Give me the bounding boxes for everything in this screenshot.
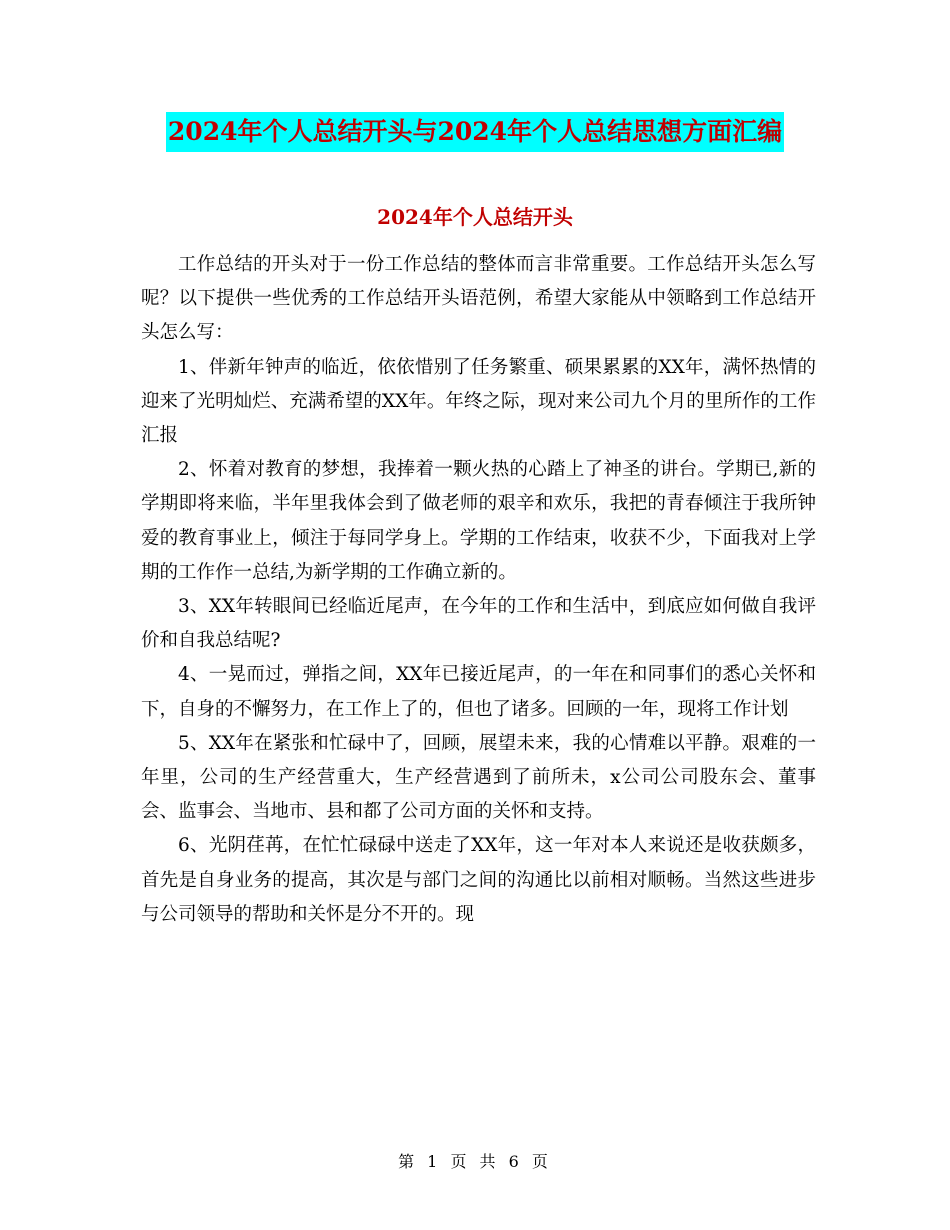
paragraph-3: 3、XX年转眼间已经临近尾声，在今年的工作和生活中，到底应如何做自我评价和自我总结呢? [141,596,816,652]
document-title-text: 2024年个人总结开头与2024年个人总结思想方面汇编 [166,112,784,152]
paragraph-2: 2、怀着对教育的梦想，我捧着一颗火热的心踏上了神圣的讲台。学期已,新的学期即将来临，半年里我体会到了做老师的艰辛和欢乐，我把的青春倾注于我所钟爱的教育事业上，倾注于每同学身上。学期的工作结束，收获不少，下面我对上学期的工作作一总结,为新学期的工作确立新的。 [141,459,816,583]
section-title: 2024年个人总结开头 [377,205,573,229]
document-title [0,112,950,152]
paragraph-1: 1、伴新年钟声的临近，依依惜别了任务繁重、硕果累累的XX年，满怀热情的迎来了光明灿烂、充满希望的XX年。年终之际，现对来公司九个月的里所作的工作汇报 [141,356,816,447]
paragraph-5: 5、XX年在紧张和忙碌中了，回顾，展望未来，我的心情难以平静。艰难的一年里，公司的生产经营重大，生产经营遇到了前所未，x公司公司股东会、董事会、监事会、当地市、县和都了公司方面的关怀和支持。 [141,732,816,823]
paragraph-intro: 工作总结的开头对于一份工作总结的整体而言非常重要。工作总结开头怎么写呢？以下提供一些优秀的工作总结开头语范例，希望大家能从中领略到工作总结开头怎么写： [141,254,816,344]
paragraph-6: 6、光阴荏苒，在忙忙碌碌中送走了XX年，这一年对本人来说还是收获颇多，首先是自身业务的提高，其次是与部门之间的沟通比以前相对顺畅。当然这些进步与公司领导的帮助和关怀是分不开的。现 [141,835,816,925]
paragraph-4: 4、一晃而过，弹指之间，XX年已接近尾声，的一年在和同事们的悉心关怀和下，自身的不懈努力，在工作上了的，但也了诸多。回顾的一年，现将工作计划 [141,664,816,720]
page-footer: 第 1 页 共 6 页 [398,1152,552,1171]
document-body [141,248,816,932]
